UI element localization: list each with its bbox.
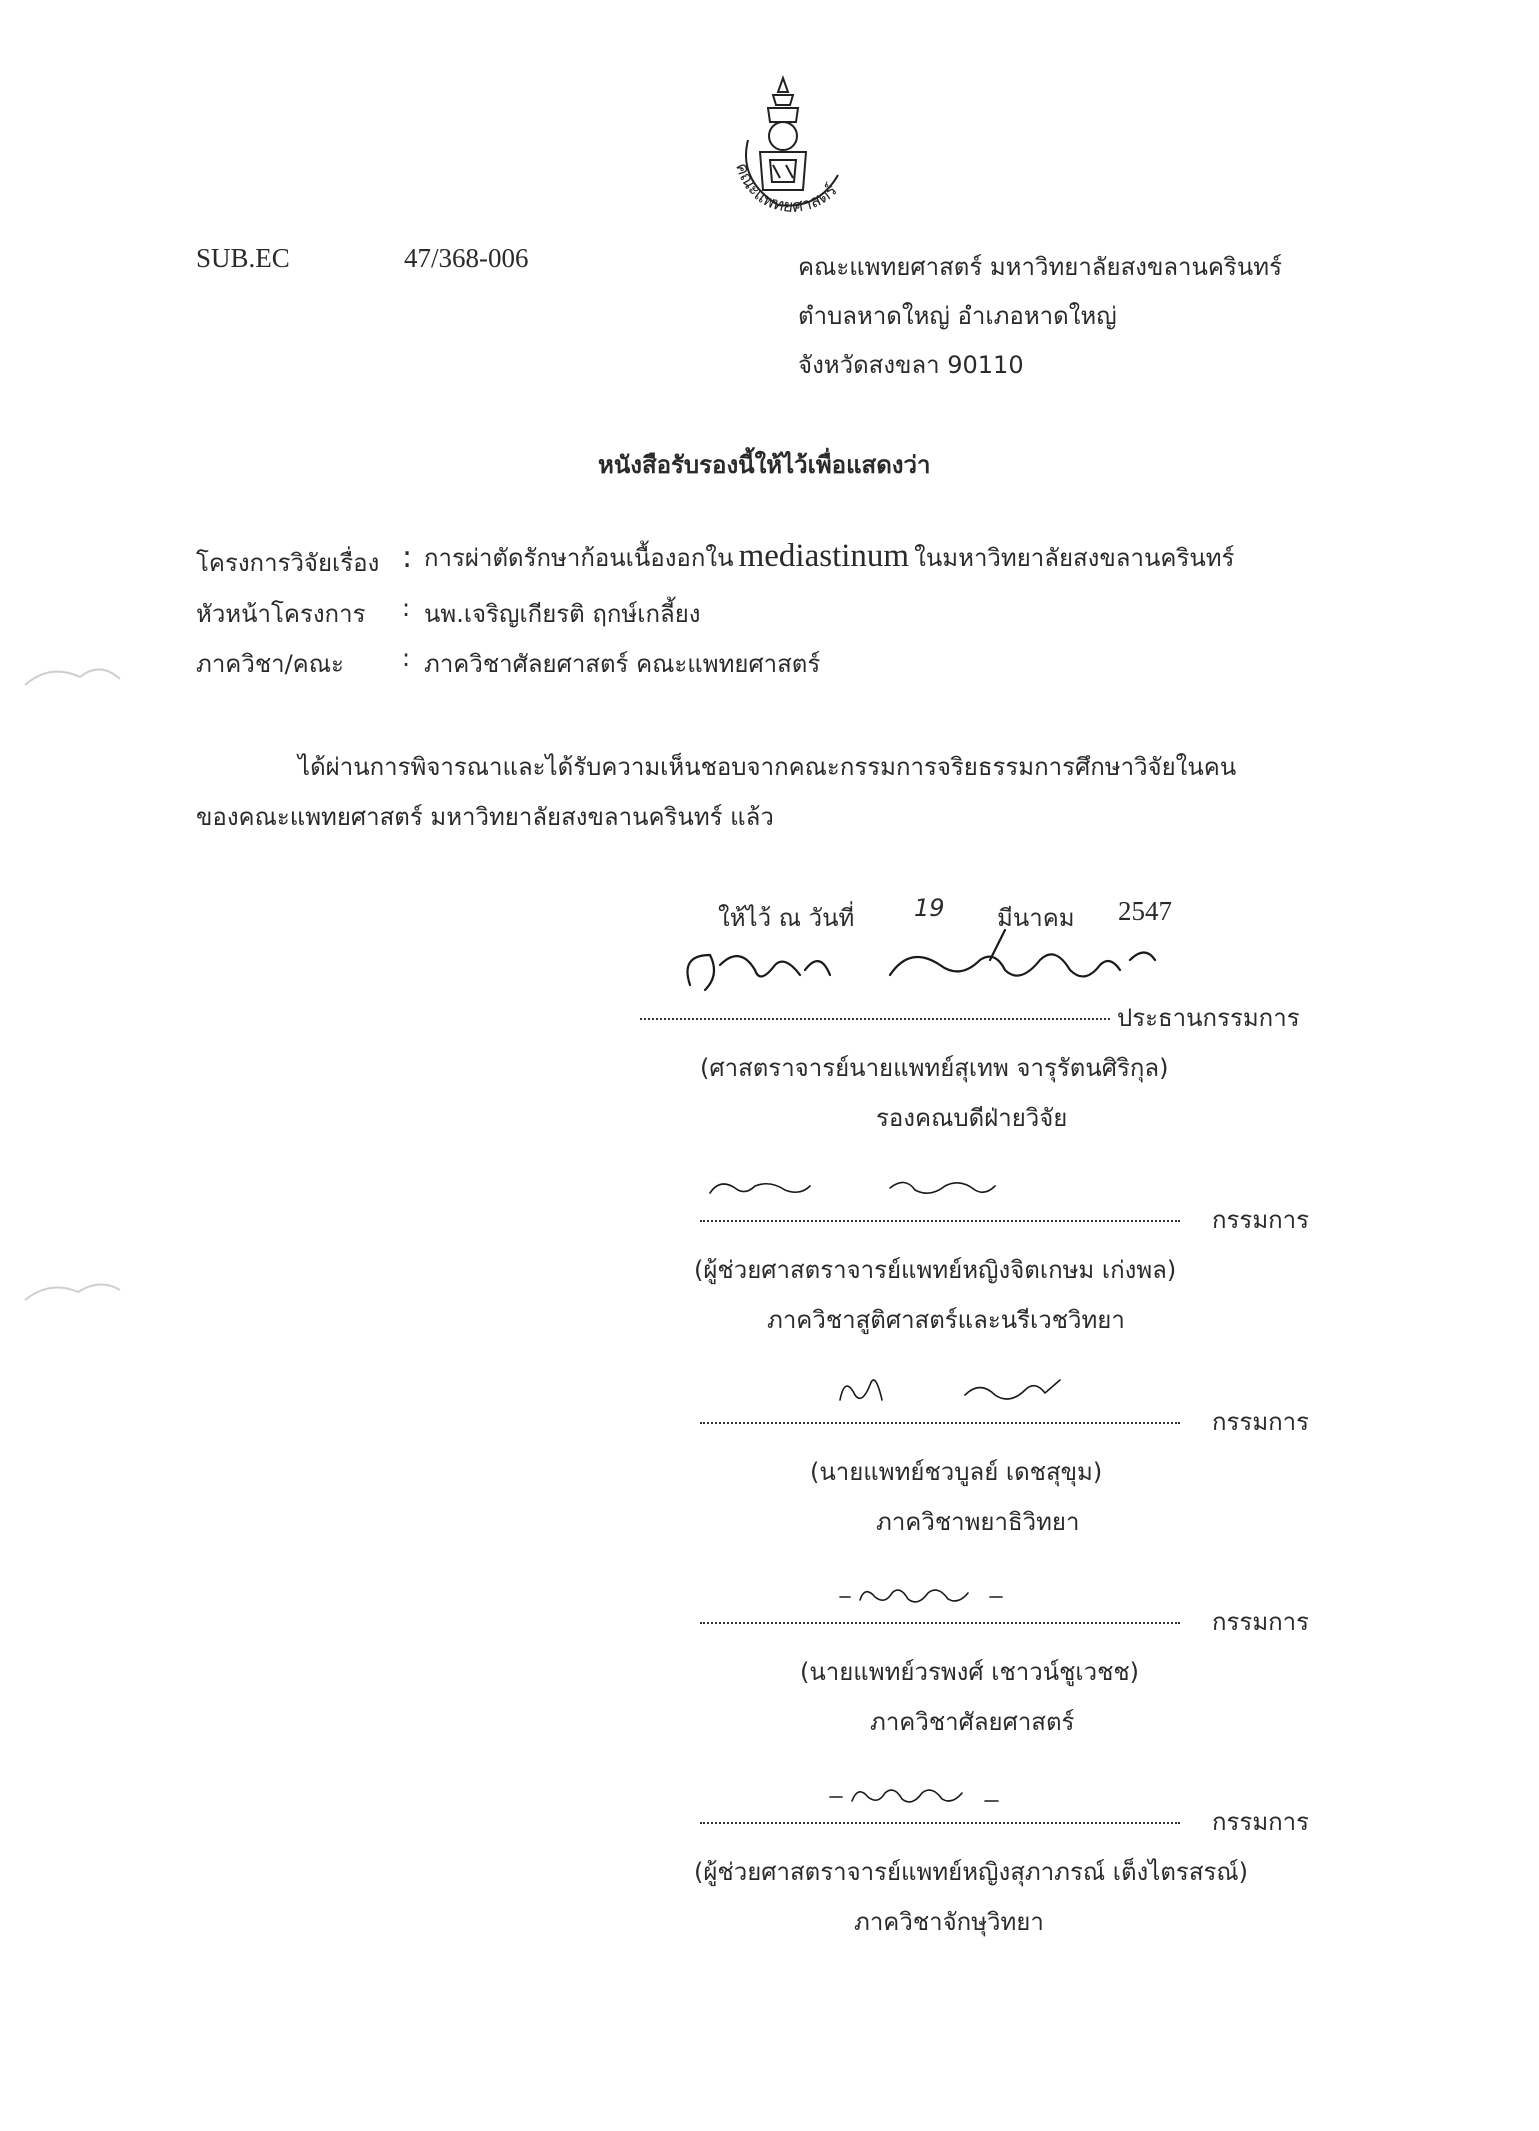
date-month: มีนาคม: [997, 904, 1075, 932]
signatory-2-position: ภาควิชาสูติศาสตร์และนรีเวชวิทยา: [767, 1306, 1125, 1334]
seal-text: คณะแพทยศาสตร์: [731, 160, 842, 218]
signatory-1-position: รองคณบดีฝ่ายวิจัย: [876, 1104, 1068, 1132]
signature-line-committee-1: [700, 1220, 1180, 1222]
address-line-1: คณะแพทยศาสตร์ มหาวิทยาลัยสงขลานครินทร์: [798, 253, 1282, 281]
date-prefix: ให้ไว้ ณ วันที่: [718, 904, 855, 932]
project-title-term: mediastinum: [738, 538, 910, 574]
project-dept-value: ภาควิชาศัลยศาสตร์ คณะแพทยศาสตร์: [424, 650, 821, 678]
project-head-colon: :: [402, 594, 411, 622]
signatory-2-role: กรรมการ: [1212, 1206, 1310, 1234]
document-title: หนังสือรับรองนี้ให้ไว้เพื่อแสดงว่า: [598, 451, 931, 479]
project-head-value: นพ.เจริญเกียรติ ฤกษ์เกลี้ยง: [424, 600, 701, 628]
signatory-5-position: ภาควิชาจักษุวิทยา: [854, 1908, 1044, 1936]
body-line-2: ของคณะแพทยศาสตร์ มหาวิทยาลัยสงขลานครินทร์ แล้ว: [196, 803, 774, 831]
signature-line-chairman: [640, 1018, 1110, 1020]
signatory-4-position: ภาควิชาศัลยศาสตร์: [870, 1708, 1075, 1736]
signature-line-committee-3: [700, 1622, 1180, 1624]
svg-text:คณะแพทยศาสตร์: [731, 160, 841, 217]
body-line-1: ได้ผ่านการพิจารณาและได้รับความเห็นชอบจากคณะกรรมการจริยธรรมการศึกษาวิจัยในคน: [298, 753, 1237, 781]
project-head-label: หัวหน้าโครงการ: [196, 600, 366, 628]
signature-line-committee-4: [700, 1822, 1180, 1824]
project-title-suffix: ในมหาวิทยาลัยสงขลานครินทร์: [914, 544, 1235, 572]
date-year: 2547: [1118, 896, 1172, 926]
project-title-label: โครงการวิจัยเรื่อง: [196, 549, 380, 577]
ref-number: 47/368-006: [404, 243, 529, 273]
signatory-3-position: ภาควิชาพยาธิวิทยา: [876, 1508, 1080, 1536]
project-title-prefix: การผ่าตัดรักษาก้อนเนื้องอกใน: [424, 544, 734, 572]
signatory-3-name: (นายแพทย์ชวบูลย์ เดชสุขุม): [810, 1458, 1103, 1486]
faculty-seal-logo: [708, 70, 858, 220]
signatory-5-name: (ผู้ช่วยศาสตราจารย์แพทย์หญิงสุภาภรณ์ เต็งไตรสรณ์): [694, 1858, 1248, 1886]
ref-code: SUB.EC: [196, 243, 290, 273]
punch-hole-mark-bottom: [20, 1270, 130, 1310]
punch-hole-mark-top: [20, 655, 130, 695]
project-dept-colon: :: [402, 644, 411, 672]
project-title-value: [424, 538, 1234, 577]
handwritten-signature-committee-2: [820, 1365, 1120, 1415]
signature-line-committee-2: [700, 1422, 1180, 1424]
handwritten-signature-committee-4: [820, 1775, 1040, 1815]
signatory-5-role: กรรมการ: [1212, 1808, 1310, 1836]
signatory-1-name: (ศาสตราจารย์นายแพทย์สุเทพ จารุรัตนศิริกุล): [700, 1054, 1169, 1082]
project-title-colon: :: [402, 540, 413, 575]
handwritten-signature-committee-3: [830, 1575, 1030, 1615]
address-line-2: ตำบลหาดใหญ่ อำเภอหาดใหญ่: [798, 302, 1117, 330]
signatory-4-role: กรรมการ: [1212, 1608, 1310, 1636]
address-line-3: จังหวัดสงขลา 90110: [798, 351, 1024, 379]
handwritten-signature-committee-1: [700, 1168, 1080, 1208]
project-dept-label: ภาควิชา/คณะ: [196, 650, 344, 678]
signatory-2-name: (ผู้ช่วยศาสตราจารย์แพทย์หญิงจิตเกษม เก่งพล): [694, 1256, 1177, 1284]
signatory-3-role: กรรมการ: [1212, 1408, 1310, 1436]
date-day: 19: [914, 894, 945, 922]
signatory-1-role: ประธานกรรมการ: [1117, 1004, 1300, 1032]
signatory-4-name: (นายแพทย์วรพงศ์ เชาวน์ชูเวชช): [800, 1658, 1140, 1686]
